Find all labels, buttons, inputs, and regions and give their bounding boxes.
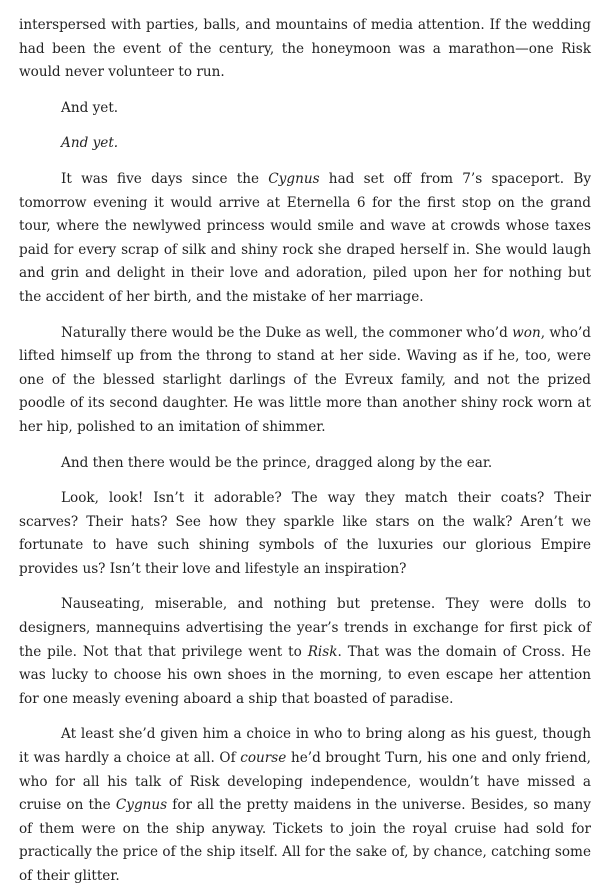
italic-text: Risk xyxy=(307,643,338,660)
paragraph-8 xyxy=(19,593,591,711)
paragraph-1 xyxy=(19,14,591,85)
italic-text: course xyxy=(240,750,287,767)
text-segment: had set off from 7’s spaceport. By tomorrow evening it would arrive at Eternella 6 for the first stop on the grand tour, where the newlywed princess would smile and wave at crowds whose taxes paid for every scrap of silk and shiny rock she draped herself in. She would laugh and grin and delight in their love and adoration, piled upon her for nothing but the accident of her birth, and the mistake of her marriage. xyxy=(19,170,591,305)
paragraph-2 xyxy=(19,97,591,121)
italic-text: Cygnus xyxy=(115,797,168,814)
text-segment: interspersed with parties, balls, and mountains of media attention. If the wedding had been the event of the century, the honeymoon was a marathon—one Risk would never volunteer to run. xyxy=(19,17,591,81)
text-segment: , who’d lifted himself up from the throng to stand at her side. Waving as if he, too, were one of the blessed starlight darlings of the Evreux family, and not the prized poodle of its second daughter. He was little more than another shiny rock worn at her hip, polished to an imitation of shimmer. xyxy=(19,324,591,435)
text-segment: Naturally there would be the Duke as well, the commoner who’d xyxy=(61,324,513,341)
paragraph-6 xyxy=(19,452,591,476)
text-segment: Nauseating, miserable, and nothing but pretense. They were dolls to designers, mannequins advertising the year’s trends in exchange for first pick of the pile. Not that that privilege went to xyxy=(19,596,591,660)
text-segment: And yet. xyxy=(61,99,119,116)
paragraph-7 xyxy=(19,487,591,581)
text-segment: It was five days since the xyxy=(61,170,269,187)
text-segment: And then there would be the prince, dragged along by the ear. xyxy=(61,454,493,471)
italic-text: Cygnus xyxy=(268,170,320,187)
text-segment: he’d brought Turn, his one and only friend, who for all his talk of Risk developing independence, wouldn’t have missed a cruise on the xyxy=(19,750,591,814)
paragraph-5 xyxy=(19,322,591,440)
paragraph-4 xyxy=(19,168,591,310)
text-segment: Look, look! Isn’t it adorable? The way they match their coats? Their scarves? Their hats? See how they sparkle like stars on the walk? Aren’t we fortunate to have such shining symbols of the luxuries our glorious Empire provides us? Isn’t their love and lifestyle an inspiration? xyxy=(19,490,591,577)
italic-text: And yet. xyxy=(61,135,119,152)
text-segment: . That was the domain of Cross. He was lucky to choose his own shoes in the morning, to even escape her attention for one measly evening aboard a ship that boasted of paradise. xyxy=(19,643,591,707)
paragraph-9 xyxy=(19,723,591,888)
paragraph-3 xyxy=(19,132,591,156)
italic-text: won xyxy=(512,324,541,341)
text-segment: for all the pretty maidens in the universe. Besides, so many of them were on the ship anyway. Tickets to join the royal cruise had sold for practically the price of the ship itself. All for the sake of, by chance, catching some of their glitter. xyxy=(19,797,591,884)
text-segment: At least she’d given him a choice in who to bring along as his guest, though it was hardly a choice at all. Of xyxy=(19,726,591,767)
